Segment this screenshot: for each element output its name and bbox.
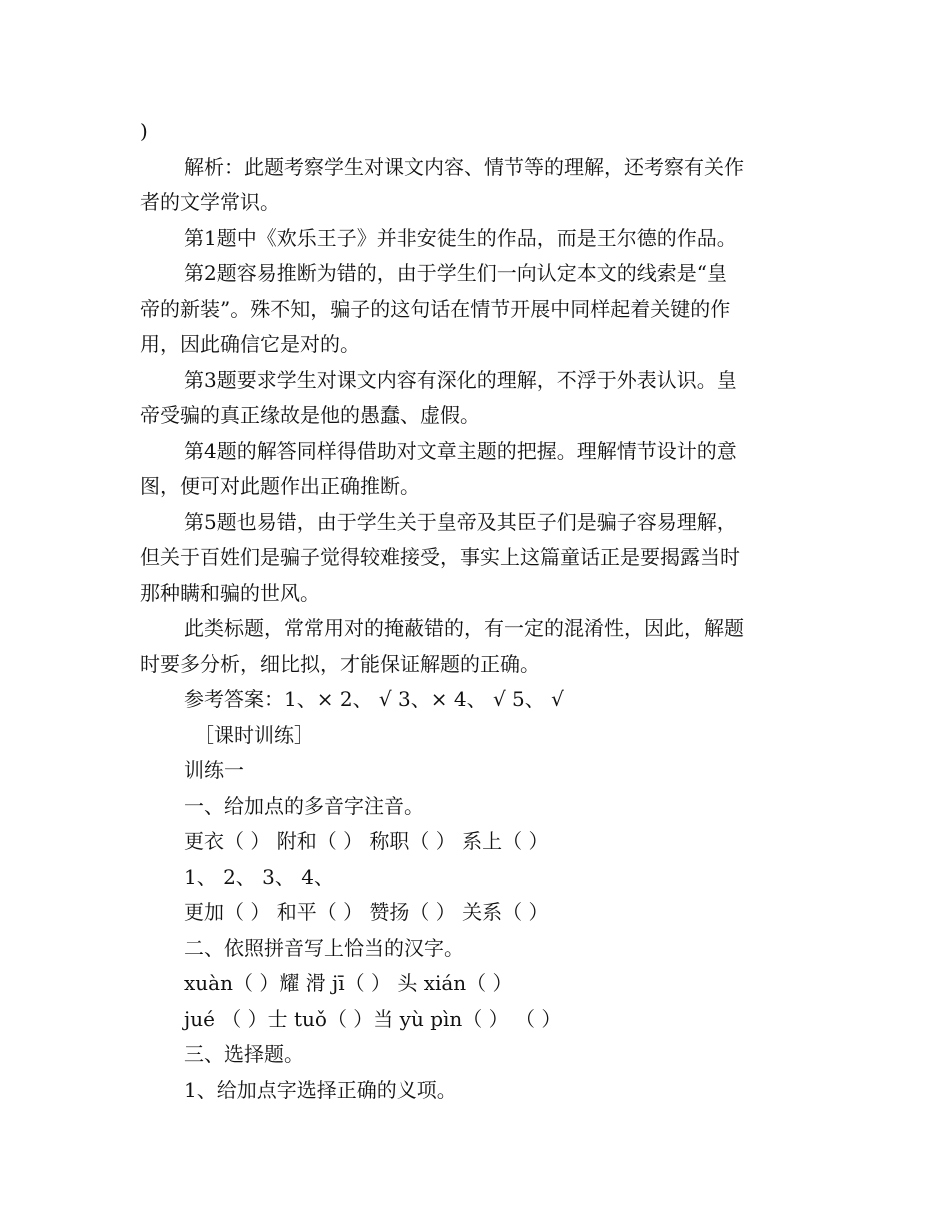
question-line: jué （ ）士 tuǒ（ ）当 yù pìn（ ） （ ）: [184, 1006, 562, 1031]
question-line: xuàn（ ）耀 滑 jī（ ） 头 xián（ ）: [184, 971, 513, 995]
document-body: [140, 114, 812, 1108]
text-line: 帝的新装”。殊不知，骗子的这句话在情节开展中同样起着关键的作: [140, 296, 731, 321]
question-line: 1、给加点字选择正确的义项。: [184, 1077, 457, 1102]
exercise-heading: 训练一: [184, 758, 244, 782]
text-line: 帝受骗的真正缘故是他的愚蠢、虚假。: [140, 403, 480, 427]
text-line: 者的文学常识。: [140, 190, 280, 214]
answer-line: 参考答案：1、× 2、 √ 3、× 4、 √ 5、 √: [184, 687, 564, 711]
text-line: 第2题容易推断为错的，由于学生们一向认定本文的线索是“皇: [184, 261, 727, 285]
text-line: 第3题要求学生对课文内容有深化的理解，不浮于外表认识。皇: [184, 367, 737, 392]
question-line: 更衣（ ） 附和（ ） 称职（ ） 系上（ ）: [184, 829, 549, 853]
text-line: 第5题也易错，由于学生关于皇帝及其臣子们是骗子容易理解，: [184, 509, 737, 534]
question-line: 1、 2、 3、 4、: [184, 864, 334, 889]
section-heading: ［课时训练］: [194, 722, 314, 747]
text-line: 但关于百姓们是骗子觉得较难接受，事实上这篇童话正是要揭露当时: [140, 545, 740, 569]
text-line: ): [140, 119, 148, 143]
text-line: 图，便可对此题作出正确推断。: [140, 474, 420, 498]
question-heading: 三、选择题。: [184, 1042, 304, 1066]
question-heading: 二、依照拼音写上恰当的汉字。: [184, 935, 464, 960]
question-line: 更加（ ） 和平（ ） 赞扬（ ） 关系（ ）: [184, 900, 549, 924]
text-line: 解析：此题考察学生对课文内容、情节等的理解，还考察有关作: [184, 154, 744, 179]
text-line: 第4题的解答同样得借助对文章主题的把握。理解情节设计的意: [184, 438, 737, 463]
text-line: 第1题中《欢乐王子》并非安徒生的作品，而是王尔德的作品。: [184, 225, 737, 250]
question-heading: 一、给加点的多音字注音。: [184, 793, 424, 818]
text-line: 时要多分析，细比拟，才能保证解题的正确。: [140, 651, 540, 676]
text-line: 那种瞒和骗的世风。: [140, 580, 320, 605]
text-line: 此类标题，常常用对的掩蔽错的，有一定的混淆性，因此，解题: [184, 616, 744, 640]
text-line: 用，因此确信它是对的。: [140, 332, 360, 356]
